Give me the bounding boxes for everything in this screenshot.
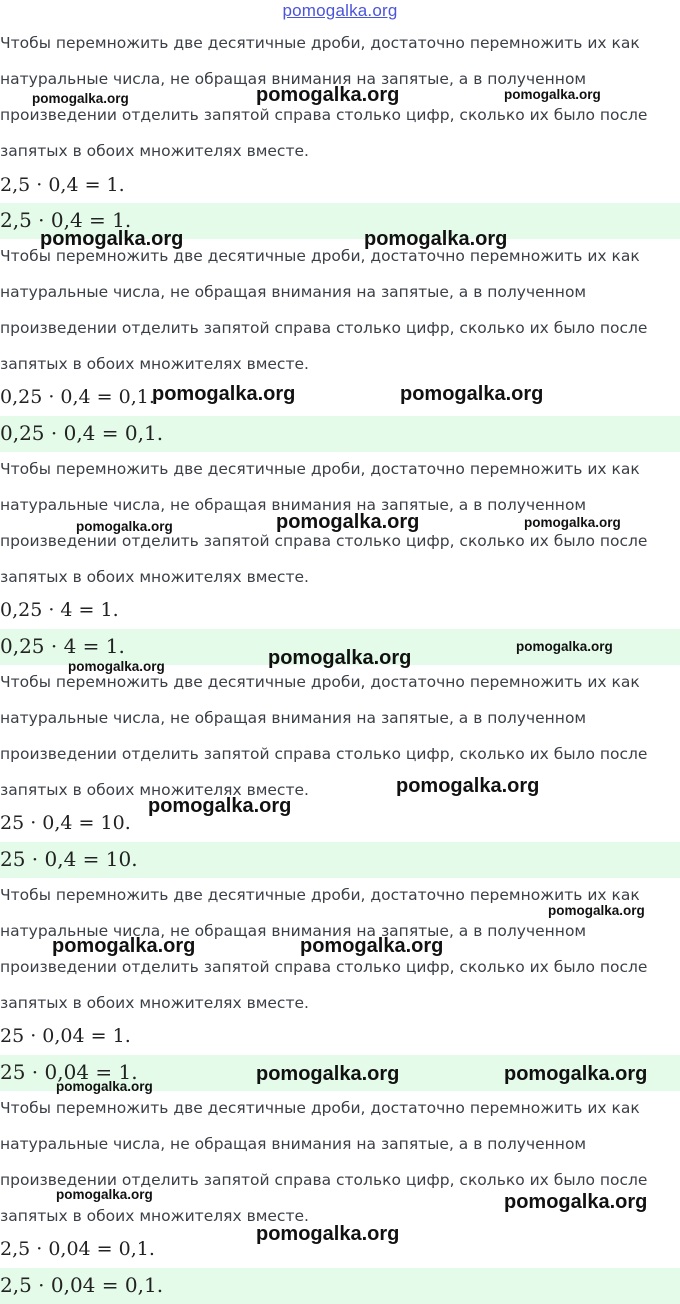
watermark: pomogalka.org [52, 935, 196, 957]
watermark: pomogalka.org [56, 1079, 153, 1094]
watermark: pomogalka.org [504, 87, 601, 102]
watermark: pomogalka.org [76, 519, 173, 534]
equation: 2,5 · 0,04 = 0,1. [0, 1238, 155, 1260]
answer-equation: 2,5 · 0,4 = 1. [0, 208, 132, 232]
answer-band [0, 1268, 680, 1304]
watermark: pomogalka.org [256, 1223, 400, 1245]
site-link[interactable]: pomogalka.org [282, 1, 398, 20]
watermark: pomogalka.org [268, 647, 412, 669]
answer-band [0, 842, 680, 878]
watermark: pomogalka.org [56, 1187, 153, 1202]
watermark: pomogalka.org [148, 795, 292, 817]
equation: 25 · 0,04 = 1. [0, 1025, 131, 1047]
watermark: pomogalka.org [396, 775, 540, 797]
watermark: pomogalka.org [300, 935, 444, 957]
explanation-paragraph: Чтобы перемножить две десятичные дроби, достаточно перемножить их как натуральные числа, не обращая внимания на запятые, а в полученном произведении отделить запятой справа столько цифр, сколько их было после запятых в обоих множителях вместе. [0, 247, 648, 373]
explanation-paragraph: Чтобы перемножить две десятичные дроби, достаточно перемножить их как натуральные числа, не обращая внимания на запятые, а в полученном произведении отделить запятой справа столько цифр, сколько их было после запятых в обоих множителях вместе. [0, 34, 648, 160]
answer-equation: 25 · 0,04 = 1. [0, 1060, 138, 1084]
answer-equation: 2,5 · 0,04 = 0,1. [0, 1273, 164, 1297]
explanation-paragraph: Чтобы перемножить две десятичные дроби, достаточно перемножить их как натуральные числа, не обращая внимания на запятые, а в полученном произведении отделить запятой справа столько цифр, сколько их было после запятых в обоих множителях вместе. [0, 1099, 648, 1225]
watermark: pomogalka.org [32, 91, 129, 106]
answer-band [0, 416, 680, 452]
explanation-paragraph: Чтобы перемножить две десятичные дроби, достаточно перемножить их как натуральные числа, не обращая внимания на запятые, а в полученном произведении отделить запятой справа столько цифр, сколько их было после запятых в обоих множителях вместе. [0, 886, 648, 1012]
watermark: pomogalka.org [400, 383, 544, 405]
explanation-paragraph: Чтобы перемножить две десятичные дроби, достаточно перемножить их как натуральные числа, не обращая внимания на запятые, а в полученном произведении отделить запятой справа столько цифр, сколько их было после запятых в обоих множителях вместе. [0, 673, 648, 799]
watermark: pomogalka.org [364, 228, 508, 250]
answer-equation: 0,25 · 4 = 1. [0, 634, 125, 658]
watermark: pomogalka.org [524, 515, 621, 530]
watermark: pomogalka.org [152, 383, 296, 405]
explanation-paragraph: Чтобы перемножить две десятичные дроби, достаточно перемножить их как натуральные числа, не обращая внимания на запятые, а в полученном произведении отделить запятой справа столько цифр, сколько их было после запятых в обоих множителях вместе. [0, 460, 648, 586]
watermark: pomogalka.org [504, 1191, 648, 1213]
watermark: pomogalka.org [548, 903, 645, 918]
watermark: pomogalka.org [256, 1063, 400, 1085]
watermark: pomogalka.org [516, 639, 613, 654]
equation: 2,5 · 0,4 = 1. [0, 174, 125, 196]
watermark: pomogalka.org [40, 228, 184, 250]
answer-equation: 0,25 · 0,4 = 0,1. [0, 421, 164, 445]
answer-equation: 25 · 0,4 = 10. [0, 847, 138, 871]
equation: 25 · 0,4 = 10. [0, 812, 131, 834]
watermark: pomogalka.org [68, 659, 165, 674]
equation: 0,25 · 0,4 = 0,1. [0, 386, 155, 408]
watermark: pomogalka.org [256, 84, 400, 106]
equation: 0,25 · 4 = 1. [0, 599, 119, 621]
watermark: pomogalka.org [504, 1063, 648, 1085]
watermark: pomogalka.org [276, 511, 420, 533]
